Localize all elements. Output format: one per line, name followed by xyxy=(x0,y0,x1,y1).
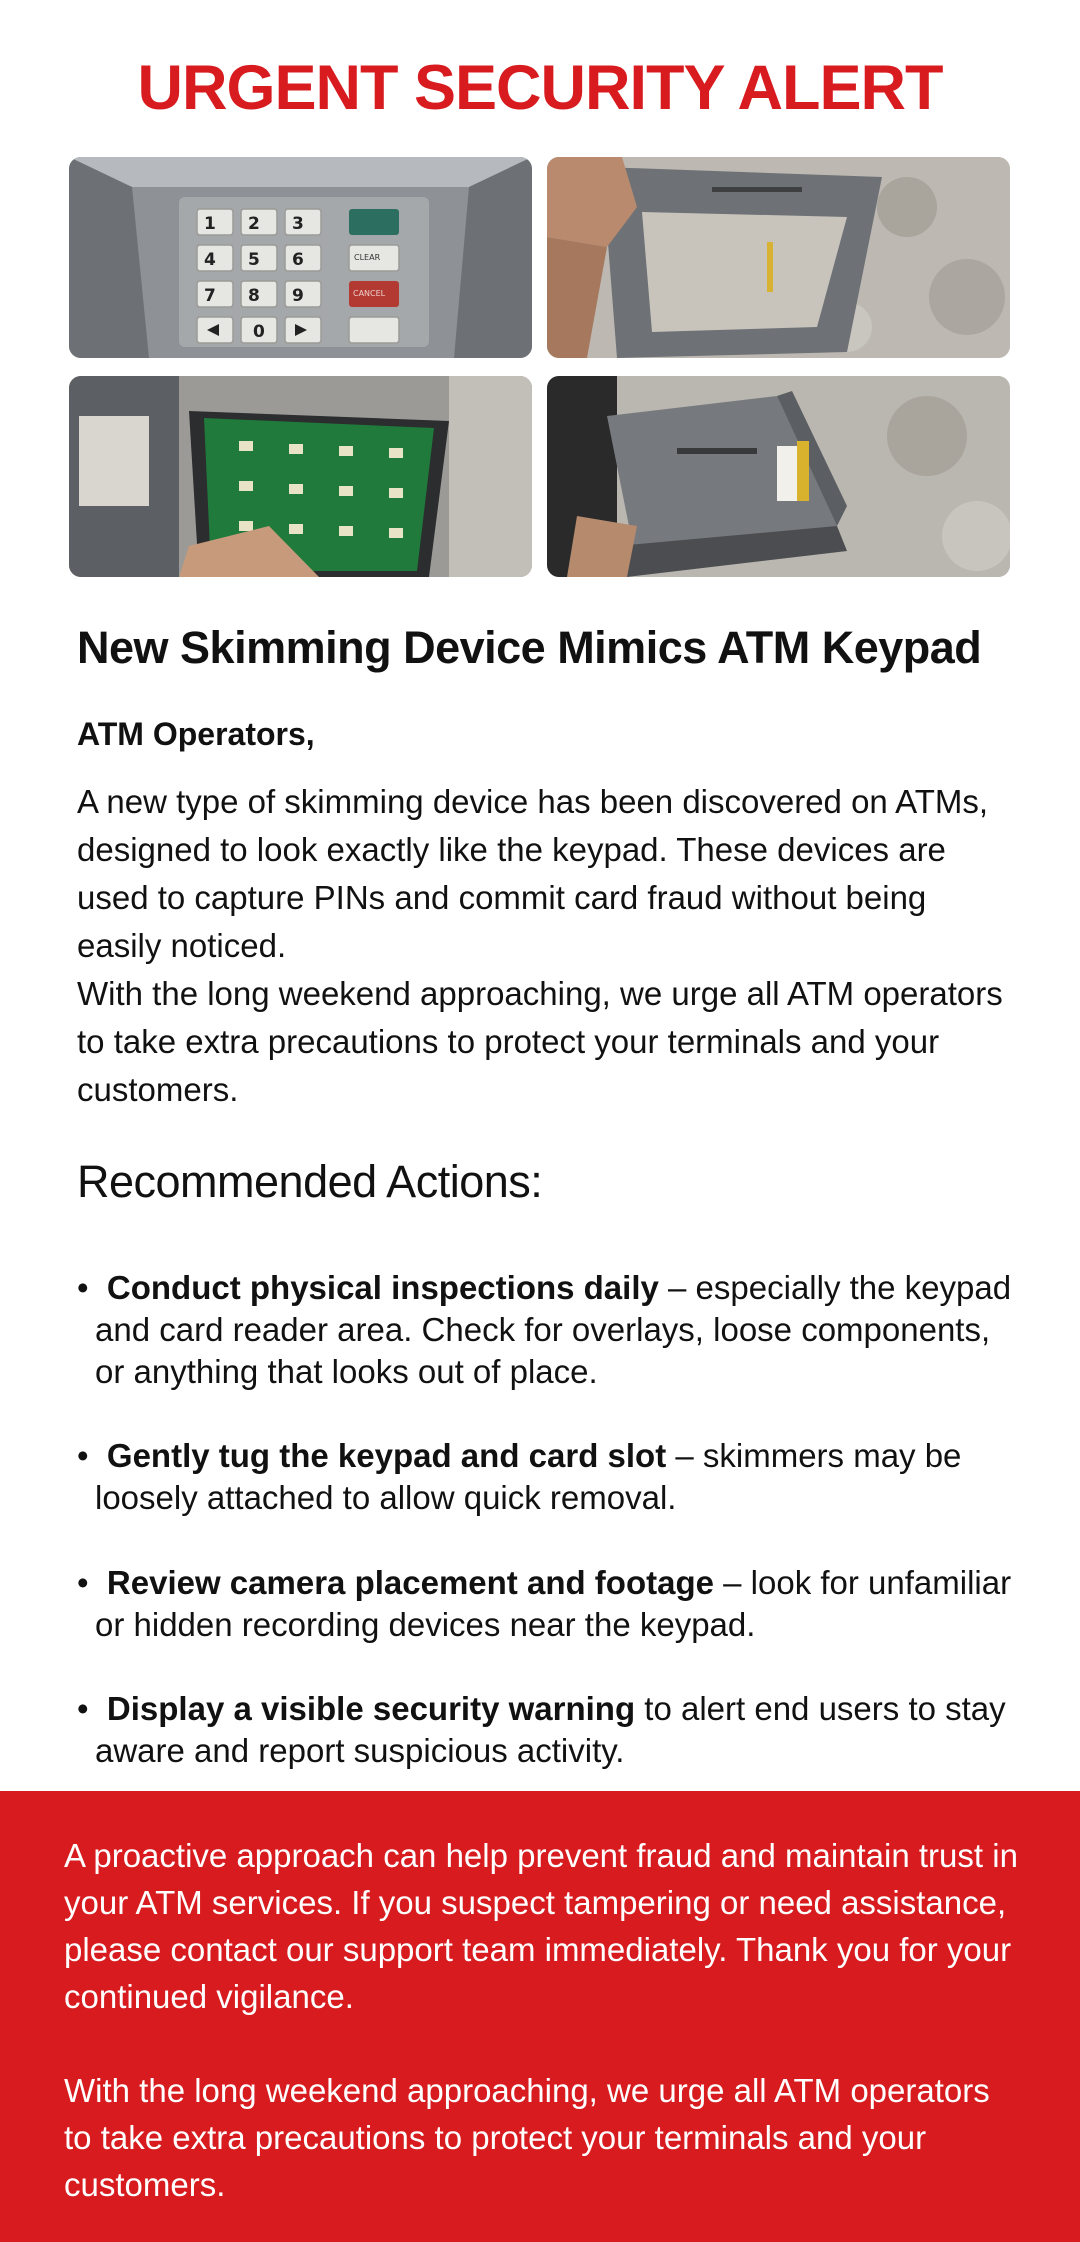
action-item-detail: to alert end users to stay aware and report suspicious activity. xyxy=(95,1690,1006,1769)
action-item xyxy=(77,1267,1017,1393)
article-paragraph: With the long weekend approaching, we urge all ATM operators to take extra precautions to protect your terminals and your customers. xyxy=(77,975,1003,1108)
key-label: 3 xyxy=(292,214,304,234)
key-label: CLEAR xyxy=(354,253,381,262)
key-label: 7 xyxy=(204,286,216,306)
actions-title: Recommended Actions: xyxy=(77,1156,543,1207)
footer-paragraph: A proactive approach can help prevent fraud and maintain trust in your ATM services. If you suspect tampering or need assistance, please contact our support team immediately. Thank you for your continued vigilance. xyxy=(64,1837,1018,2015)
article-headline: New Skimming Device Mimics ATM Keypad xyxy=(77,622,982,673)
action-item xyxy=(77,1435,1017,1519)
action-item-detail: – skimmers may be loosely attached to allow quick removal. xyxy=(95,1437,962,1516)
salutation: ATM Operators, xyxy=(77,716,315,752)
key-label: 5 xyxy=(248,250,260,270)
skimmer-circuit-board-photo xyxy=(69,376,532,577)
key-label: 6 xyxy=(292,250,304,270)
key-label: 8 xyxy=(248,286,260,306)
action-item-title: Review camera placement and footage xyxy=(106,1564,714,1601)
bullet: • xyxy=(77,1269,89,1306)
bullet: • xyxy=(77,1564,89,1601)
action-item-detail: – especially the keypad and card reader area. Check for overlays, loose components, or anything that looks out of place. xyxy=(95,1269,1012,1390)
bullet: • xyxy=(77,1437,89,1474)
key-label: 2 xyxy=(248,214,260,234)
key-label: CANCEL xyxy=(353,289,386,298)
footer-paragraph: With the long weekend approaching, we urge all ATM operators to take extra precautions to protect your terminals and your customers. xyxy=(64,2072,990,2203)
action-item xyxy=(77,1562,1017,1646)
footer-banner xyxy=(0,1791,1080,2242)
bullet: • xyxy=(77,1690,89,1727)
action-item-detail: – look for unfamiliar or hidden recording devices near the keypad. xyxy=(95,1564,1012,1643)
card-reader-skimmer-photo xyxy=(547,376,1010,577)
action-item-title: Display a visible security warning xyxy=(106,1690,636,1727)
key-label: 1 xyxy=(204,214,216,234)
alert-title: URGENT SECURITY ALERT xyxy=(137,53,943,123)
card-slot-overlay-photo xyxy=(547,157,1010,358)
action-item-title: Conduct physical inspections daily xyxy=(106,1269,659,1306)
key-label: 4 xyxy=(204,250,216,270)
key-label: 0 xyxy=(253,322,265,342)
key-label: 9 xyxy=(292,286,304,306)
action-item-title: Gently tug the keypad and card slot xyxy=(106,1437,667,1474)
atm-keypad-photo xyxy=(69,157,532,358)
article-paragraph: A new type of skimming device has been discovered on ATMs, designed to look exactly like the keypad. These devices are used to capture PINs and commit card fraud without being easily noticed. xyxy=(77,783,989,964)
action-item xyxy=(77,1688,1017,1772)
